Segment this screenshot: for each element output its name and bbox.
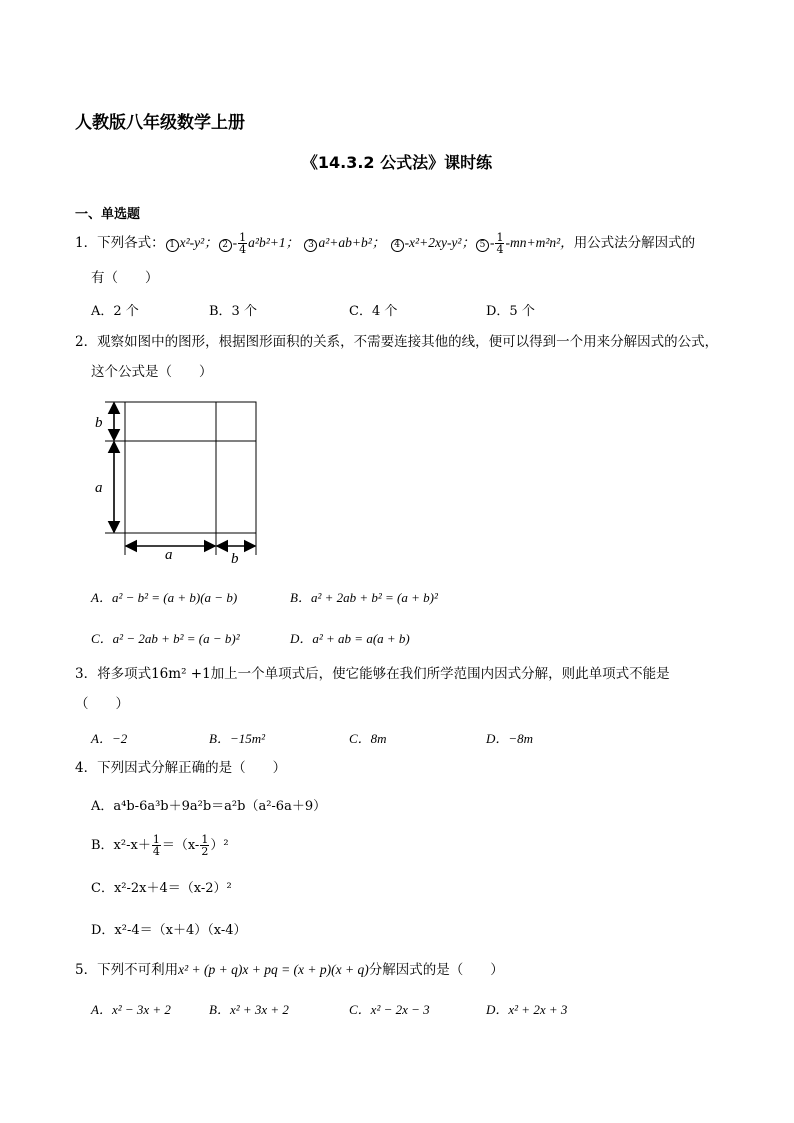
q2-option-d[interactable]: D．a² + ab = a(a + b) [290, 631, 410, 646]
fraction: $\frac{1}{4}$ [496, 231, 504, 256]
question-1-line2: 有（ ） [91, 270, 159, 286]
question-3-line2: （ ） [75, 696, 129, 712]
circled-4-icon: 4 [391, 239, 404, 252]
question-3 [75, 664, 670, 684]
q2-option-a[interactable]: A．a² − b² = (a + b)(a − b) [91, 590, 238, 605]
area-diagram [85, 395, 270, 567]
question-number: 1． [75, 235, 98, 251]
circled-3-icon: 3 [304, 239, 317, 252]
fraction: $\frac{1}{4}$ [239, 231, 247, 256]
q3-option-a[interactable]: A．−2 [91, 731, 128, 746]
formula: x² + (p + q)x + pq = (x + p)(x + q) [178, 962, 369, 977]
q4-option-c[interactable]: C．x²-2x＋4＝（x-2）² [91, 881, 232, 896]
label-a-bottom: a [165, 547, 173, 563]
question-2 [75, 332, 718, 352]
question-number: 5． [75, 962, 98, 978]
label-b-bottom: b [231, 551, 239, 567]
expr-3: a²+ab+b²； [318, 235, 386, 250]
fraction: $\frac{1}{2}$ [201, 833, 209, 858]
q1-option-d[interactable]: D．5 个 [486, 304, 535, 319]
section-heading: 一、单选题 [75, 207, 141, 222]
fraction: $\frac{1}{4}$ [152, 833, 160, 858]
q3-option-b[interactable]: B．−15m² [209, 731, 265, 746]
q5-option-d[interactable]: D．x² + 2x + 3 [486, 1002, 568, 1017]
label-b-left: b [95, 415, 103, 431]
outer-square [125, 402, 256, 533]
q5-option-a[interactable]: A．x² − 3x + 2 [91, 1002, 171, 1017]
circled-2-icon: 2 [219, 239, 232, 252]
expr-4: -x²+2xy-y²； [404, 235, 475, 250]
q4-option-b[interactable]: B．x²-x＋ $\frac{1}{4}$ ＝（x- $\frac{1}{2}$ ）² [91, 833, 229, 858]
expr-1: x²-y²； [179, 235, 218, 250]
label-a-left: a [95, 480, 103, 496]
q1-option-a[interactable]: A．2 个 [91, 304, 139, 319]
question-tail: 分解因式的是（ ） [368, 962, 504, 978]
book-title: 人教版八年级数学上册 [75, 113, 245, 133]
expr-2: a²b²+1； [248, 235, 300, 250]
q2-option-b[interactable]: B．a² + 2ab + b² = (a + b)² [290, 590, 438, 605]
expr-5: -mn+m²n²， [505, 235, 574, 250]
q4-option-d[interactable]: D．x²-4＝（x＋4）（x-4） [91, 923, 247, 938]
q3-option-c[interactable]: C．8m [349, 731, 387, 746]
question-lead: 下列不可利用 [97, 962, 179, 978]
question-number: 3． [75, 666, 98, 682]
q1-option-b[interactable]: B．3 个 [209, 304, 257, 319]
lesson-title: 《14.3.2 公式法》课时练 [301, 153, 493, 172]
q3-option-d[interactable]: D．−8m [486, 731, 534, 746]
circled-5-icon: 5 [476, 239, 489, 252]
q2-option-c[interactable]: C．a² − 2ab + b² = (a − b)² [91, 631, 240, 646]
q4-option-a[interactable]: A．a⁴b-6a³b＋9a²b＝a²b（a²-6a＋9） [91, 799, 327, 814]
question-lead: 下列各式： [97, 235, 165, 251]
circled-1-icon: 1 [166, 239, 179, 252]
question-1: 1．下列各式： 1 x²-y²； 2 - $\frac{1}{4}$ a²b²+1； 3 a²+ab+b²； 4 -x²+2xy-y²； 5 - $\frac{1}{4}$ -mn+m²n²，用公式法分解因式的 [75, 231, 696, 256]
question-number: 2． [75, 334, 98, 350]
question-2-line2: 这个公式是（ ） [91, 364, 213, 380]
q5-option-b[interactable]: B．x² + 3x + 2 [209, 1002, 289, 1017]
question-text: 观察如图中的图形，根据图形面积的关系，不需要连接其他的线，便可以得到一个用来分解因式的公式， [97, 334, 719, 350]
question-number: 4． [75, 760, 98, 776]
question-4 [75, 758, 286, 778]
question-text: 下列因式分解正确的是（ ） [97, 760, 287, 776]
question-tail: 用公式法分解因式的 [573, 235, 696, 251]
question-text: 将多项式16m² +1加上一个单项式后，使它能够在我们所学范围内因式分解，则此单项式不能是 [97, 666, 670, 682]
q5-option-c[interactable]: C．x² − 2x − 3 [349, 1002, 430, 1017]
question-5 [75, 960, 504, 980]
q1-option-c[interactable]: C．4 个 [349, 304, 398, 319]
